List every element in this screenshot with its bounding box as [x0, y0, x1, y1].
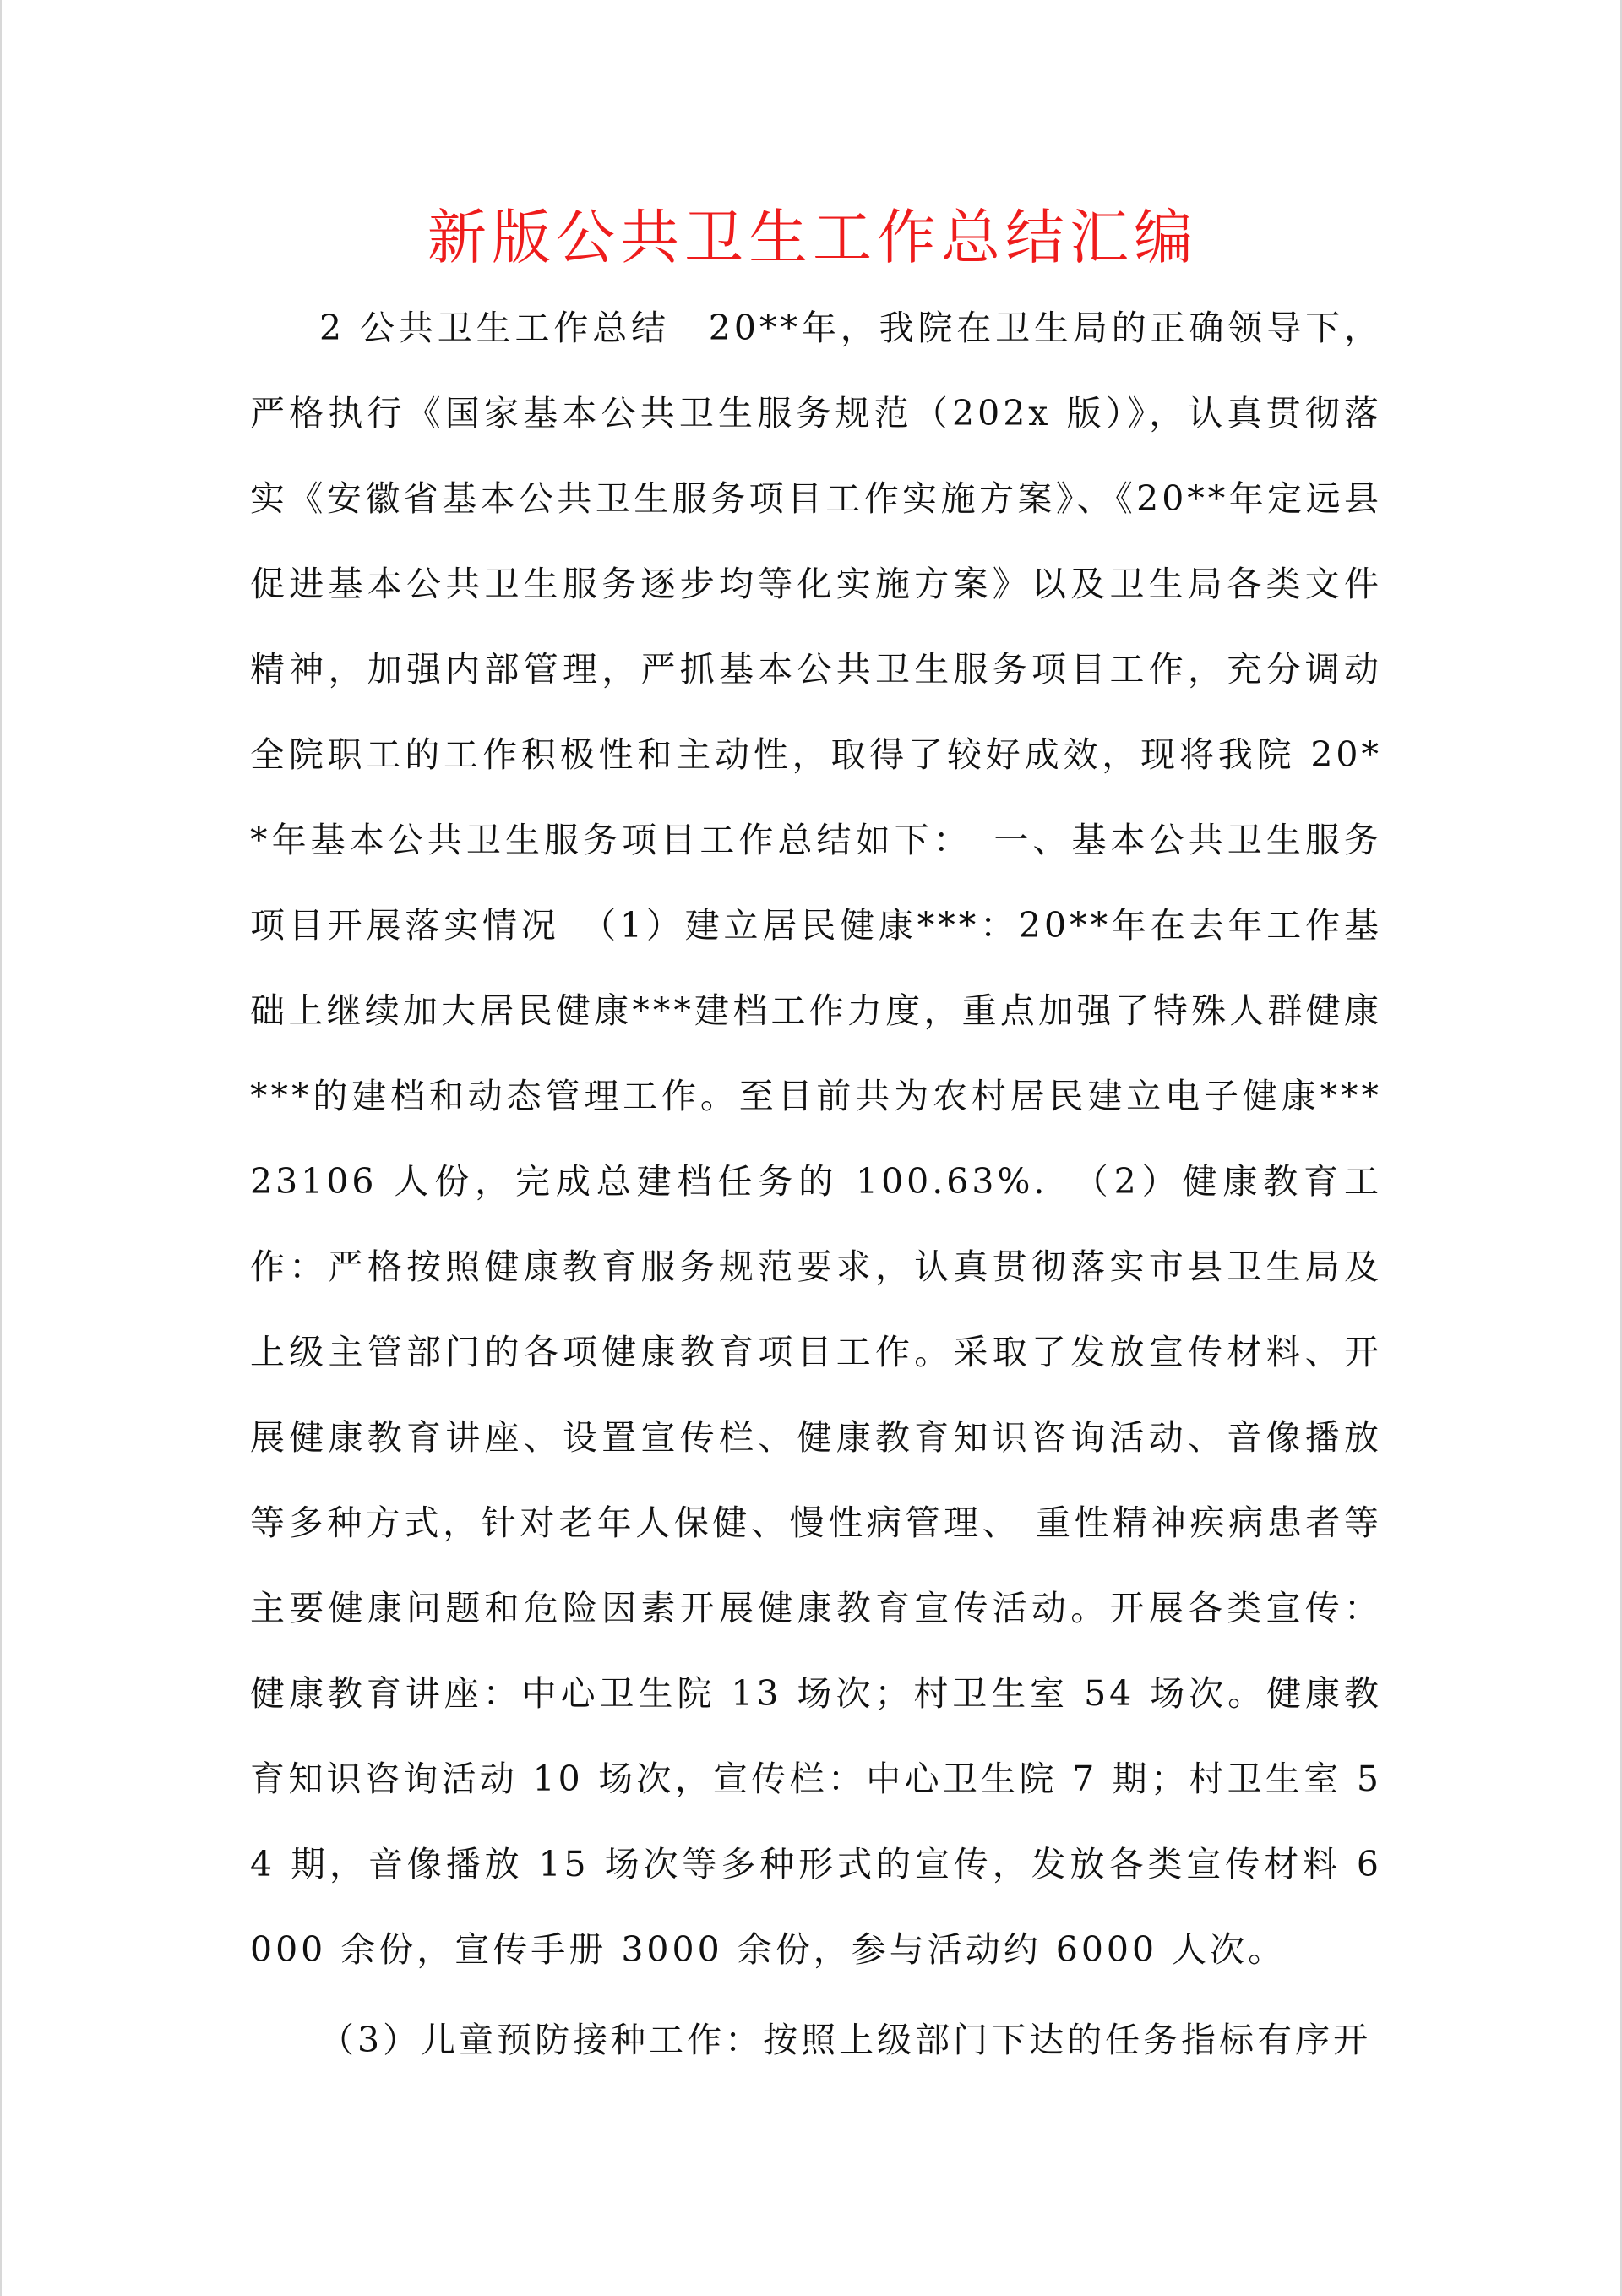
document-title: 新版公共卫生工作总结汇编 [427, 203, 1198, 272]
paragraph-summary: 2 公共卫生工作总结 20**年，我院在卫生局的正确领导下，严格执行《国家基本公共卫生服务规范（202x 版）》，认真贯彻落实《安徽省基本公共卫生服务项目工作实施方案》、《20**年定远县促进基本公共卫生服务逐步均等化实施方案》以及卫生局各类文件精神，加强内部管理，严抓基本公共卫生服务项目工作，充分调动全院职工的工作积极性和主动性，取得了较好成效，现将我院 20**年基本公共卫生服务项目工作总结如下： 一、基本公共卫生服务项目开展落实情况 （1）建立居民健康***：20**年在去年工作基础上继续加大居民健康***建档工作力度，重点加强了特殊人群健康***的建档和动态管理工作。至目前共为农村居民建立电子健康***23106 人份，完成总建档任务的 100.63%. （2）健康教育工作：严格按照健康教育服务规范要求，认真贯彻落实市县卫生局及上级主管部门的各项健康教育项目工作。采取了发放宣传材料、开展健康教育讲座、设置宣传栏、健康教育知识咨询活动、音像播放等多种方式，针对老年人保健、慢性病管理、 重性精神疾病患者等主要健康问题和危险因素开展健康教育宣传活动。开展各类宣传：健康教育讲座：中心卫生院 13 场次；村卫生室 54 场次。健康教育知识咨询活动 10 场次，宣传栏：中心卫生院 7 期；村卫生室 54 期，音像播放 15 场次等多种形式的宣传，发放各类宣传材料 6000 余份，宣传手册 3000 余份，参与活动约 6000 人次。 [250, 308, 1382, 1970]
paragraph-child-vaccination: （3）儿童预防接种工作：按照上级部门下达的任务指标有序开 [319, 2020, 1372, 2060]
document-body [250, 286, 1382, 2083]
